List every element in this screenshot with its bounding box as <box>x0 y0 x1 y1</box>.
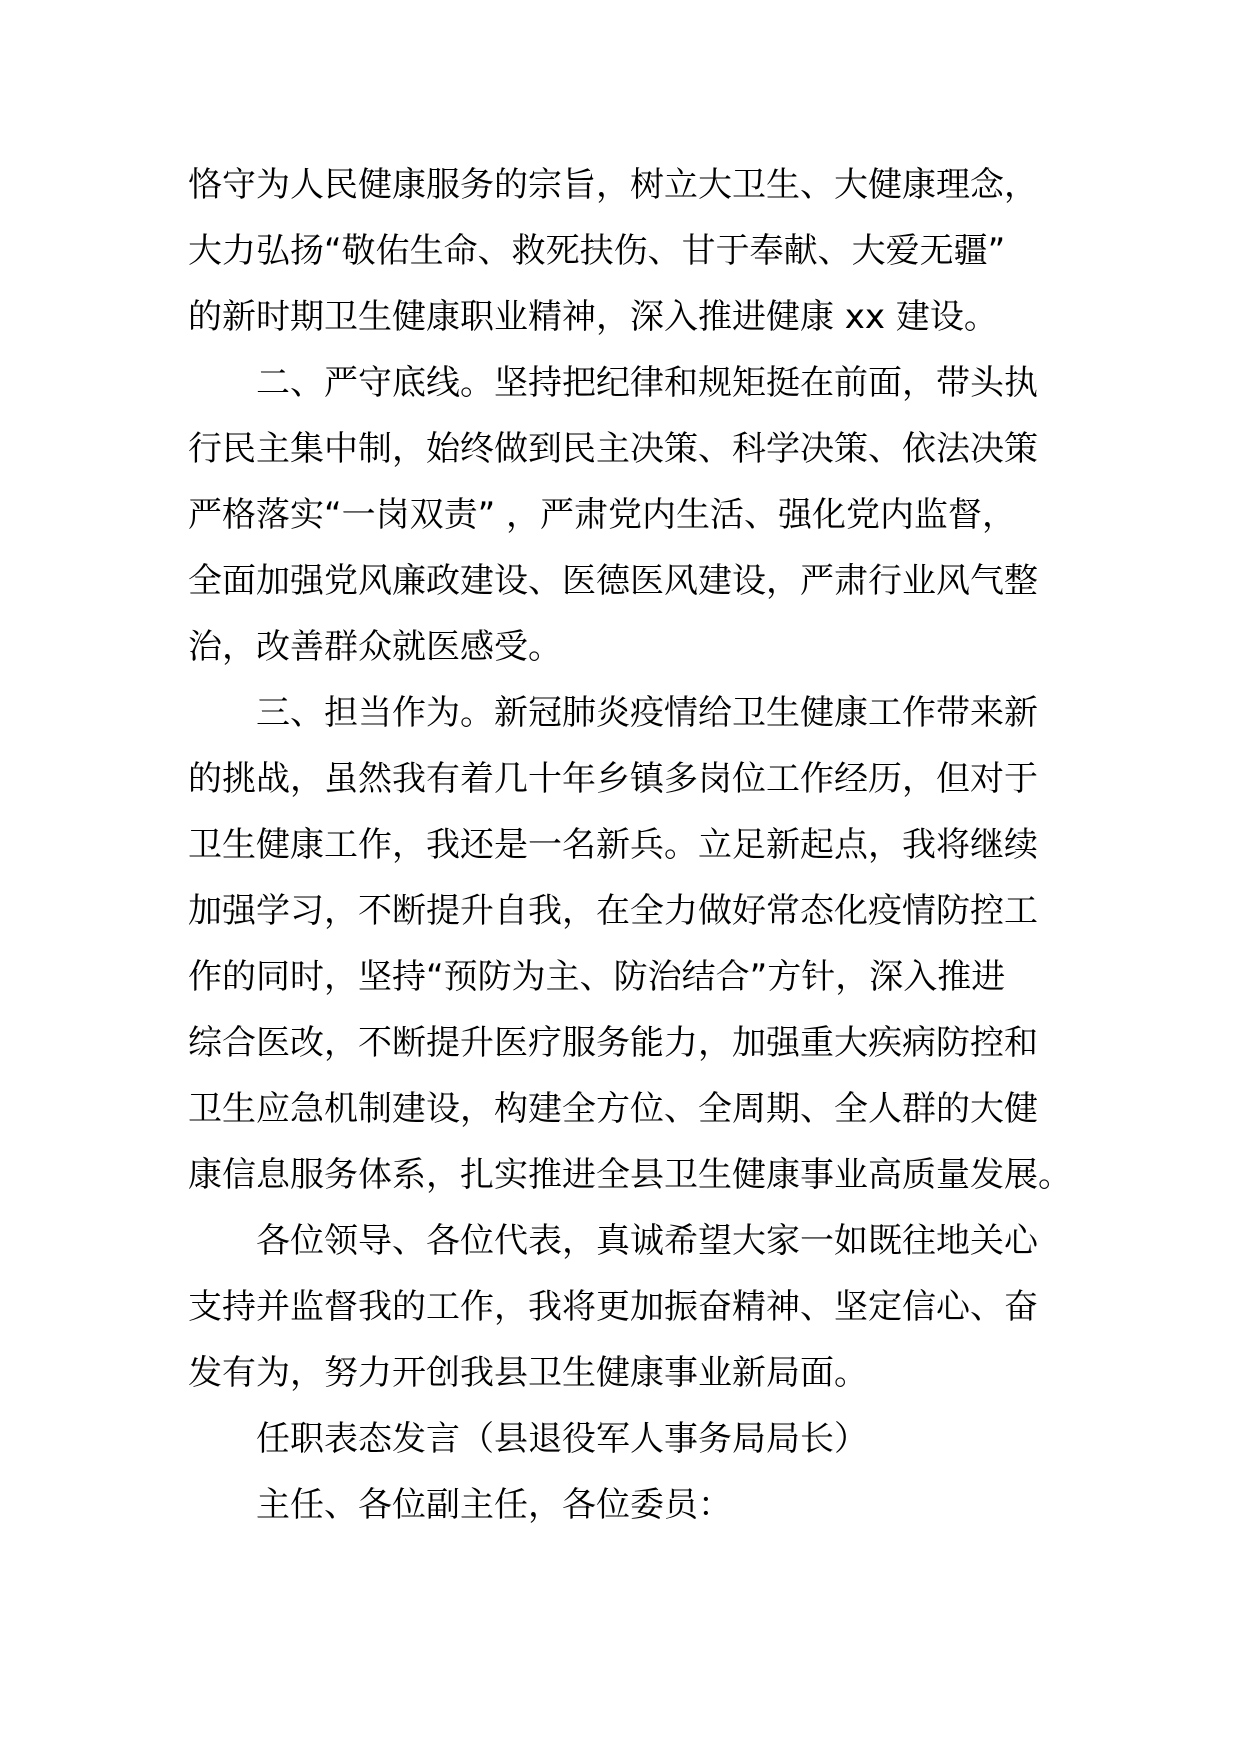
paragraph-line: 严格落实“一岗双责” ，严肃党内生活、强化党内监督， <box>188 495 1017 535</box>
paragraph-1 <box>188 152 1058 350</box>
speech-title: 任职表态发言（县退役军人事务局局长） <box>256 1419 868 1459</box>
section-heading <box>188 1406 1058 1472</box>
paragraph-line: 康信息服务体系，扎实推进全县卫生健康事业高质量发展。 <box>188 1155 1072 1195</box>
paragraph-line: 三、担当作为。新冠肺炎疫情给卫生健康工作带来新 <box>256 693 1038 733</box>
salutation-line: 主任、各位副主任，各位委员： <box>256 1485 732 1525</box>
paragraph-line: 行民主集中制，始终做到民主决策、科学决策、依法决策 <box>188 429 1038 469</box>
paragraph-line: 加强学习，不断提升自我，在全力做好常态化疫情防控工 <box>188 891 1038 931</box>
document-body <box>188 152 1072 1538</box>
paragraph-4 <box>188 1208 1058 1406</box>
salutation <box>188 1472 1058 1538</box>
paragraph-3 <box>188 680 1072 1208</box>
paragraph-line: 支持并监督我的工作，我将更加振奋精神、坚定信心、奋 <box>188 1287 1038 1327</box>
paragraph-line: 恪守为人民健康服务的宗旨，树立大卫生、大健康理念， <box>188 165 1038 205</box>
paragraph-line: 作的同时，坚持“预防为主、防治结合”方针，深入推进 <box>188 957 1006 997</box>
paragraph-line: 的挑战，虽然我有着几十年乡镇多岗位工作经历，但对于 <box>188 759 1038 799</box>
paragraph-line: 综合医改，不断提升医疗服务能力，加强重大疾病防控和 <box>188 1023 1038 1063</box>
paragraph-line: 卫生健康工作，我还是一名新兵。立足新起点，我将继续 <box>188 825 1038 865</box>
paragraph-line: 各位领导、各位代表，真诚希望大家一如既往地关心 <box>256 1221 1038 1261</box>
paragraph-line: 的新时期卫生健康职业精神，深入推进健康 xx 建设。 <box>188 297 998 337</box>
paragraph-line: 治，改善群众就医感受。 <box>188 627 562 667</box>
paragraph-2 <box>188 350 1058 680</box>
paragraph-line: 二、严守底线。坚持把纪律和规矩挺在前面，带头执 <box>256 363 1038 403</box>
paragraph-line: 发有为，努力开创我县卫生健康事业新局面。 <box>188 1353 868 1393</box>
paragraph-line: 全面加强党风廉政建设、医德医风建设，严肃行业风气整 <box>188 561 1038 601</box>
paragraph-line: 大力弘扬“敬佑生命、救死扶伤、甘于奉献、大爱无疆” <box>188 231 1006 271</box>
paragraph-line: 卫生应急机制建设，构建全方位、全周期、全人群的大健 <box>188 1089 1038 1129</box>
